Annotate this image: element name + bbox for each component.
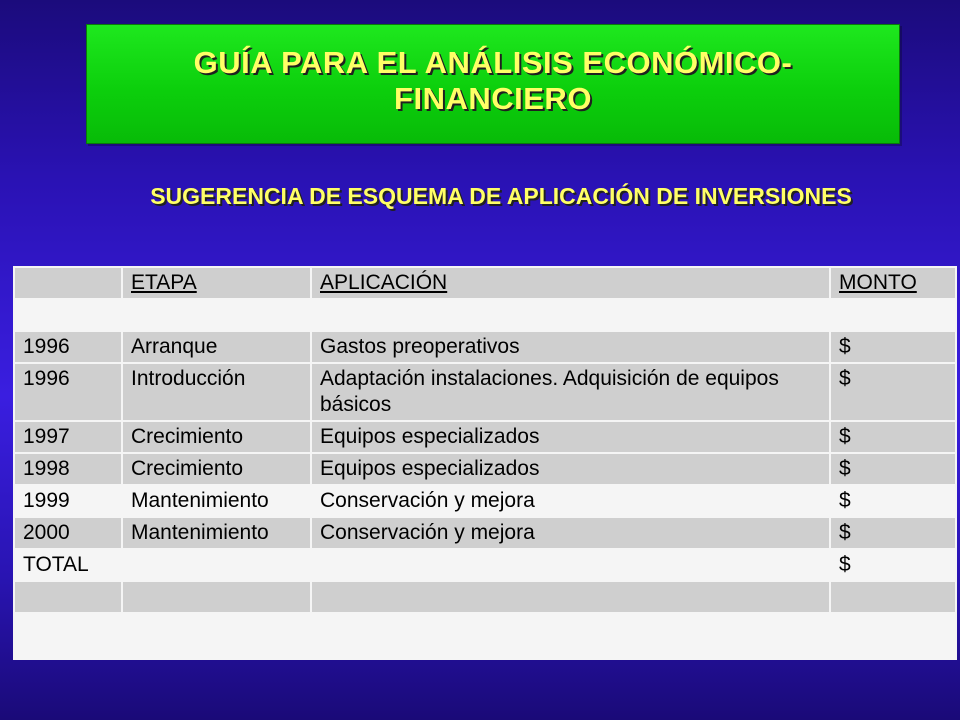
table-cell <box>312 582 829 612</box>
header-cell-etapa: ETAPA <box>123 268 310 298</box>
table-cell <box>15 300 121 330</box>
header-cell-monto: MONTO <box>831 268 955 298</box>
table-cell <box>312 300 829 330</box>
table-row <box>15 300 955 330</box>
table-row <box>15 518 955 548</box>
table-cell: $ <box>831 550 955 580</box>
table-cell: $ <box>831 518 955 548</box>
table-cell: 1999 <box>15 486 121 516</box>
table-header-row <box>15 268 955 298</box>
table-row <box>15 422 955 452</box>
table-row <box>15 582 955 612</box>
title-banner <box>86 24 900 144</box>
table-cell <box>123 582 310 612</box>
table-cell <box>312 614 829 644</box>
table-cell <box>15 614 121 644</box>
table-cell: TOTAL <box>15 550 121 580</box>
table-cell <box>831 300 955 330</box>
investment-table-container <box>13 266 957 660</box>
table-cell: Mantenimiento <box>123 518 310 548</box>
table-cell: 1996 <box>15 364 121 420</box>
table-cell: Equipos especializados <box>312 454 829 484</box>
header-cell-aplicacion: APLICACIÓN <box>312 268 829 298</box>
table-cell <box>123 300 310 330</box>
table-cell: Adaptación instalaciones. Adquisición de equipos básicos <box>312 364 829 420</box>
table-cell: Gastos preoperativos <box>312 332 829 362</box>
investment-table <box>13 266 957 646</box>
table-cell <box>15 582 121 612</box>
table-row <box>15 614 955 644</box>
table-cell <box>312 550 829 580</box>
table-cell: $ <box>831 454 955 484</box>
table-cell: Crecimiento <box>123 422 310 452</box>
table-row <box>15 332 955 362</box>
table-cell: 1997 <box>15 422 121 452</box>
table-cell <box>123 550 310 580</box>
table-cell: 1998 <box>15 454 121 484</box>
table-cell: $ <box>831 364 955 420</box>
table-cell: $ <box>831 422 955 452</box>
table-row <box>15 364 955 420</box>
table-cell <box>123 614 310 644</box>
table-cell <box>831 582 955 612</box>
table-cell: Conservación y mejora <box>312 486 829 516</box>
table-cell: Mantenimiento <box>123 486 310 516</box>
table-row <box>15 550 955 580</box>
table-cell: Conservación y mejora <box>312 518 829 548</box>
table-cell: Arranque <box>123 332 310 362</box>
table-cell: $ <box>831 332 955 362</box>
table-cell: 2000 <box>15 518 121 548</box>
table-cell: $ <box>831 486 955 516</box>
table-cell: Equipos especializados <box>312 422 829 452</box>
header-cell-year <box>15 268 121 298</box>
table-row <box>15 454 955 484</box>
page-subtitle: SUGERENCIA DE ESQUEMA DE APLICACIÓN DE INVERSIONES <box>150 183 852 209</box>
table-cell: Introducción <box>123 364 310 420</box>
table-row <box>15 486 955 516</box>
table-cell: Crecimiento <box>123 454 310 484</box>
table-cell: 1996 <box>15 332 121 362</box>
page-title: GUÍA PARA EL ANÁLISIS ECONÓMICO-FINANCIERO <box>193 45 793 116</box>
table-cell <box>831 614 955 644</box>
